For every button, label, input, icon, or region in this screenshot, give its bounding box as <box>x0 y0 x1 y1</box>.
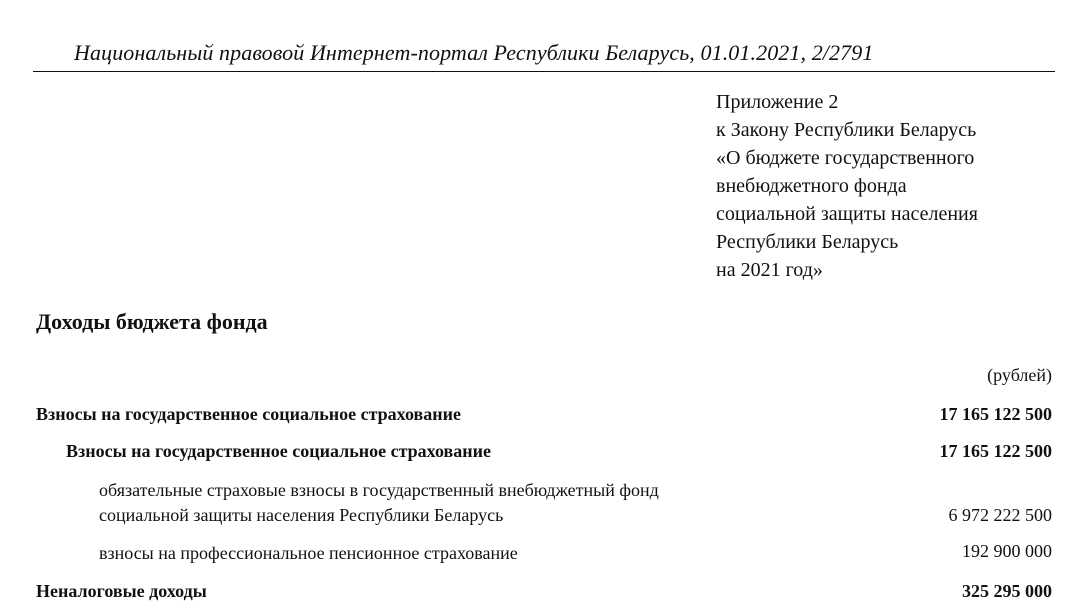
row-label-line: обязательные страховые взносы в государственный внебюджетный фонд <box>99 480 659 500</box>
row-label-line: социальной защиты населения Республики Беларусь <box>99 505 504 525</box>
annex-line: социальной защиты населения <box>716 203 978 225</box>
row-label: Взносы на государственное социальное страхование <box>66 441 492 461</box>
annex-line: к Закону Республики Беларусь <box>716 119 977 141</box>
row-label <box>99 478 659 528</box>
annex-reference <box>716 88 978 284</box>
row-amount: 6 972 222 500 <box>948 505 1052 525</box>
header-divider <box>33 71 1055 72</box>
annex-line: Приложение 2 <box>716 91 839 113</box>
row-label: Взносы на государственное социальное страхование <box>36 404 462 424</box>
units-label: (рублей) <box>987 365 1052 385</box>
portal-header: Национальный правовой Интернет-портал Республики Беларусь, 01.01.2021, 2/2791 <box>74 40 874 65</box>
annex-line: «О бюджете государственного <box>716 147 975 169</box>
section-title: Доходы бюджета фонда <box>36 309 268 334</box>
row-amount: 325 295 000 <box>962 581 1052 601</box>
row-amount: 192 900 000 <box>962 541 1052 561</box>
annex-line: Республики Беларусь <box>716 231 899 253</box>
annex-line: внебюджетного фонда <box>716 175 907 197</box>
annex-line: на 2021 год» <box>716 259 823 281</box>
row-label: взносы на профессиональное пенсионное страхование <box>99 543 518 563</box>
row-amount: 17 165 122 500 <box>939 441 1052 461</box>
row-amount: 17 165 122 500 <box>939 404 1052 424</box>
row-label: Неналоговые доходы <box>36 581 207 601</box>
